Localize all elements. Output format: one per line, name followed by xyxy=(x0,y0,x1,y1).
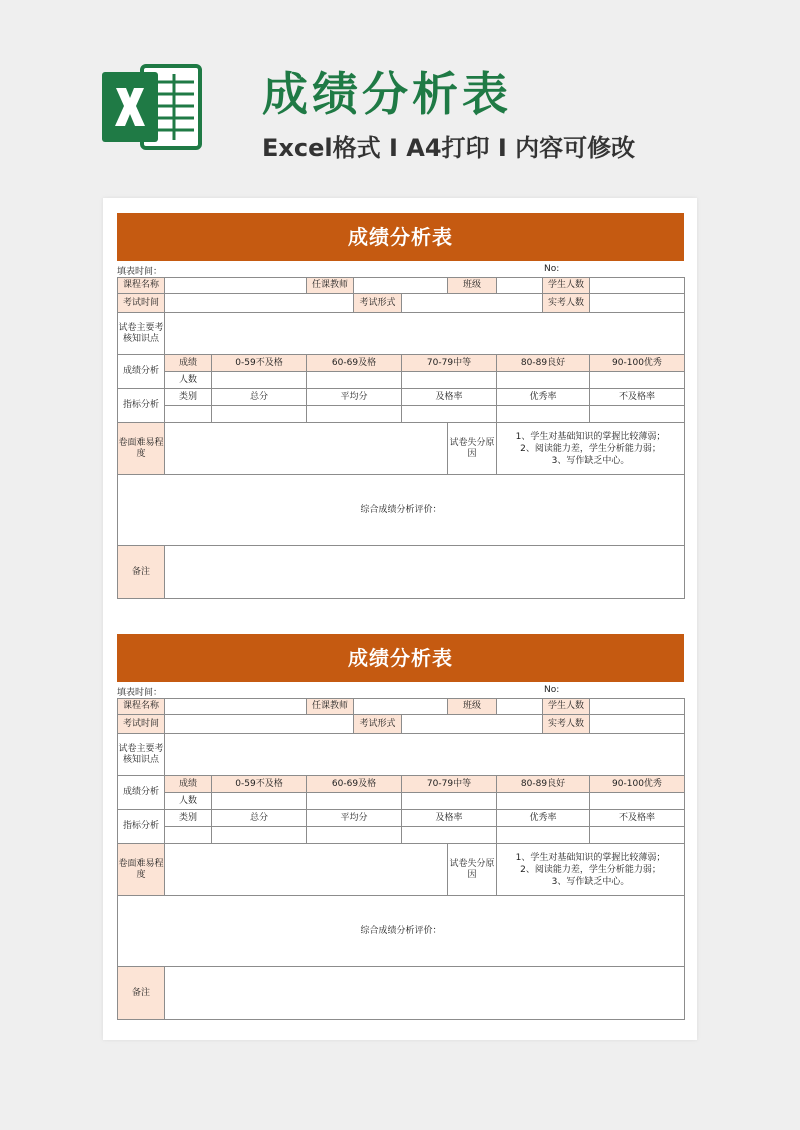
score-col-header: 80-89良好 xyxy=(497,355,590,372)
score-col-header: 60-69及格 xyxy=(307,776,402,793)
evaluation-field[interactable]: 综合成绩分析评价： xyxy=(118,896,685,967)
excel-icon xyxy=(102,60,202,154)
index-cell[interactable] xyxy=(212,406,307,423)
index-col-header: 平均分 xyxy=(307,810,402,827)
evaluation-field[interactable]: 综合成绩分析评价： xyxy=(118,475,685,546)
score-col-header: 成绩 xyxy=(165,776,212,793)
class-field[interactable] xyxy=(497,278,543,294)
exam-time-label: 考试时间 xyxy=(118,715,165,734)
index-cell[interactable] xyxy=(307,827,402,844)
exam-points-label: 试卷主要考核知识点 xyxy=(118,313,165,355)
index-cell[interactable] xyxy=(307,406,402,423)
score-analysis-label: 成绩分析 xyxy=(118,776,165,810)
headcount-cell[interactable] xyxy=(590,372,685,389)
difficulty-field[interactable] xyxy=(165,844,448,896)
headcount-cell[interactable] xyxy=(212,793,307,810)
headcount-cell[interactable] xyxy=(402,372,497,389)
info-row xyxy=(117,682,684,698)
score-col-header: 80-89良好 xyxy=(497,776,590,793)
headcount-cell[interactable] xyxy=(307,372,402,389)
index-cell[interactable] xyxy=(212,827,307,844)
score-col-header: 60-69及格 xyxy=(307,355,402,372)
index-col-header: 不及格率 xyxy=(590,389,685,406)
exam-time-field[interactable] xyxy=(165,294,354,313)
class-label: 班级 xyxy=(448,699,497,715)
course-name-label: 课程名称 xyxy=(118,278,165,294)
headcount-cell[interactable] xyxy=(402,793,497,810)
reason-item: 3、写作缺乏中心。 xyxy=(551,876,630,887)
reason-item: 2、阅读能力差，学生分析能力弱； xyxy=(520,864,661,875)
index-cell[interactable] xyxy=(590,406,685,423)
course-name-field[interactable] xyxy=(165,278,307,294)
exam-points-field[interactable] xyxy=(165,734,685,776)
exam-points-field[interactable] xyxy=(165,313,685,355)
remark-label: 备注 xyxy=(118,967,165,1020)
serial-no-label: No: xyxy=(544,264,560,274)
headcount-cell[interactable] xyxy=(212,372,307,389)
score-col-header: 90-100优秀 xyxy=(590,355,685,372)
class-label: 班级 xyxy=(448,278,497,294)
headcount-cell[interactable] xyxy=(497,372,590,389)
index-col-header: 及格率 xyxy=(402,810,497,827)
index-analysis-label: 指标分析 xyxy=(118,810,165,844)
exam-time-label: 考试时间 xyxy=(118,294,165,313)
index-col-header: 平均分 xyxy=(307,389,402,406)
headcount-cell[interactable] xyxy=(497,793,590,810)
fill-time-label: 填表时间： xyxy=(117,688,163,698)
score-col-header: 70-79中等 xyxy=(402,355,497,372)
loss-reason-label: 试卷失分原因 xyxy=(448,423,497,475)
teacher-field[interactable] xyxy=(354,278,448,294)
teacher-field[interactable] xyxy=(354,699,448,715)
student-count-field[interactable] xyxy=(590,699,685,715)
actual-count-label: 实考人数 xyxy=(543,715,590,734)
remark-label: 备注 xyxy=(118,546,165,599)
student-count-label: 学生人数 xyxy=(543,699,590,715)
score-col-header: 70-79中等 xyxy=(402,776,497,793)
index-col-header: 类别 xyxy=(165,389,212,406)
score-analysis-label: 成绩分析 xyxy=(118,355,165,389)
analysis-sheet-2 xyxy=(117,634,684,1020)
teacher-label: 任课教师 xyxy=(307,699,354,715)
score-col-header: 0-59不及格 xyxy=(212,355,307,372)
teacher-label: 任课教师 xyxy=(307,278,354,294)
headcount-label: 人数 xyxy=(165,372,212,389)
loss-reason-list xyxy=(497,423,685,475)
index-cell[interactable] xyxy=(165,406,212,423)
actual-count-field[interactable] xyxy=(590,294,685,313)
index-cell[interactable] xyxy=(590,827,685,844)
score-col-header: 90-100优秀 xyxy=(590,776,685,793)
student-count-field[interactable] xyxy=(590,278,685,294)
difficulty-label: 卷面难易程度 xyxy=(118,844,165,896)
score-col-header: 成绩 xyxy=(165,355,212,372)
page-title: 成绩分析表 xyxy=(262,67,512,121)
exam-time-field[interactable] xyxy=(165,715,354,734)
reason-item: 2、阅读能力差，学生分析能力弱； xyxy=(520,443,661,454)
difficulty-field[interactable] xyxy=(165,423,448,475)
headcount-label: 人数 xyxy=(165,793,212,810)
index-cell[interactable] xyxy=(165,827,212,844)
index-col-header: 及格率 xyxy=(402,389,497,406)
exam-form-field[interactable] xyxy=(402,294,543,313)
course-name-field[interactable] xyxy=(165,699,307,715)
exam-form-label: 考试形式 xyxy=(354,715,402,734)
sheet-title: 成绩分析表 xyxy=(117,213,684,261)
headcount-cell[interactable] xyxy=(307,793,402,810)
reason-item: 1、学生对基础知识的掌握比较薄弱； xyxy=(515,852,666,863)
reason-item: 1、学生对基础知识的掌握比较薄弱； xyxy=(515,431,666,442)
index-col-header: 优秀率 xyxy=(497,810,590,827)
index-cell[interactable] xyxy=(497,827,590,844)
course-name-label: 课程名称 xyxy=(118,699,165,715)
analysis-sheet-1 xyxy=(117,213,684,599)
analysis-table xyxy=(117,277,685,599)
loss-reason-list xyxy=(497,844,685,896)
class-field[interactable] xyxy=(497,699,543,715)
student-count-label: 学生人数 xyxy=(543,278,590,294)
page-subtitle: Excel格式 Ⅰ A4打印 Ⅰ 内容可修改 xyxy=(262,134,636,162)
index-col-header: 不及格率 xyxy=(590,810,685,827)
actual-count-field[interactable] xyxy=(590,715,685,734)
index-col-header: 优秀率 xyxy=(497,389,590,406)
index-cell[interactable] xyxy=(402,827,497,844)
index-col-header: 类别 xyxy=(165,810,212,827)
index-col-header: 总分 xyxy=(212,810,307,827)
analysis-table xyxy=(117,698,685,1020)
headcount-cell[interactable] xyxy=(590,793,685,810)
sheet-title: 成绩分析表 xyxy=(117,634,684,682)
exam-form-field[interactable] xyxy=(402,715,543,734)
exam-points-label: 试卷主要考核知识点 xyxy=(118,734,165,776)
index-cell[interactable] xyxy=(497,406,590,423)
remark-field[interactable] xyxy=(165,967,685,1020)
reason-item: 3、写作缺乏中心。 xyxy=(551,455,630,466)
remark-field[interactable] xyxy=(165,546,685,599)
score-col-header: 0-59不及格 xyxy=(212,776,307,793)
index-cell[interactable] xyxy=(402,406,497,423)
loss-reason-label: 试卷失分原因 xyxy=(448,844,497,896)
banner xyxy=(0,0,800,200)
actual-count-label: 实考人数 xyxy=(543,294,590,313)
index-analysis-label: 指标分析 xyxy=(118,389,165,423)
index-col-header: 总分 xyxy=(212,389,307,406)
serial-no-label: No: xyxy=(544,685,560,695)
difficulty-label: 卷面难易程度 xyxy=(118,423,165,475)
info-row xyxy=(117,261,684,277)
exam-form-label: 考试形式 xyxy=(354,294,402,313)
fill-time-label: 填表时间： xyxy=(117,267,163,277)
